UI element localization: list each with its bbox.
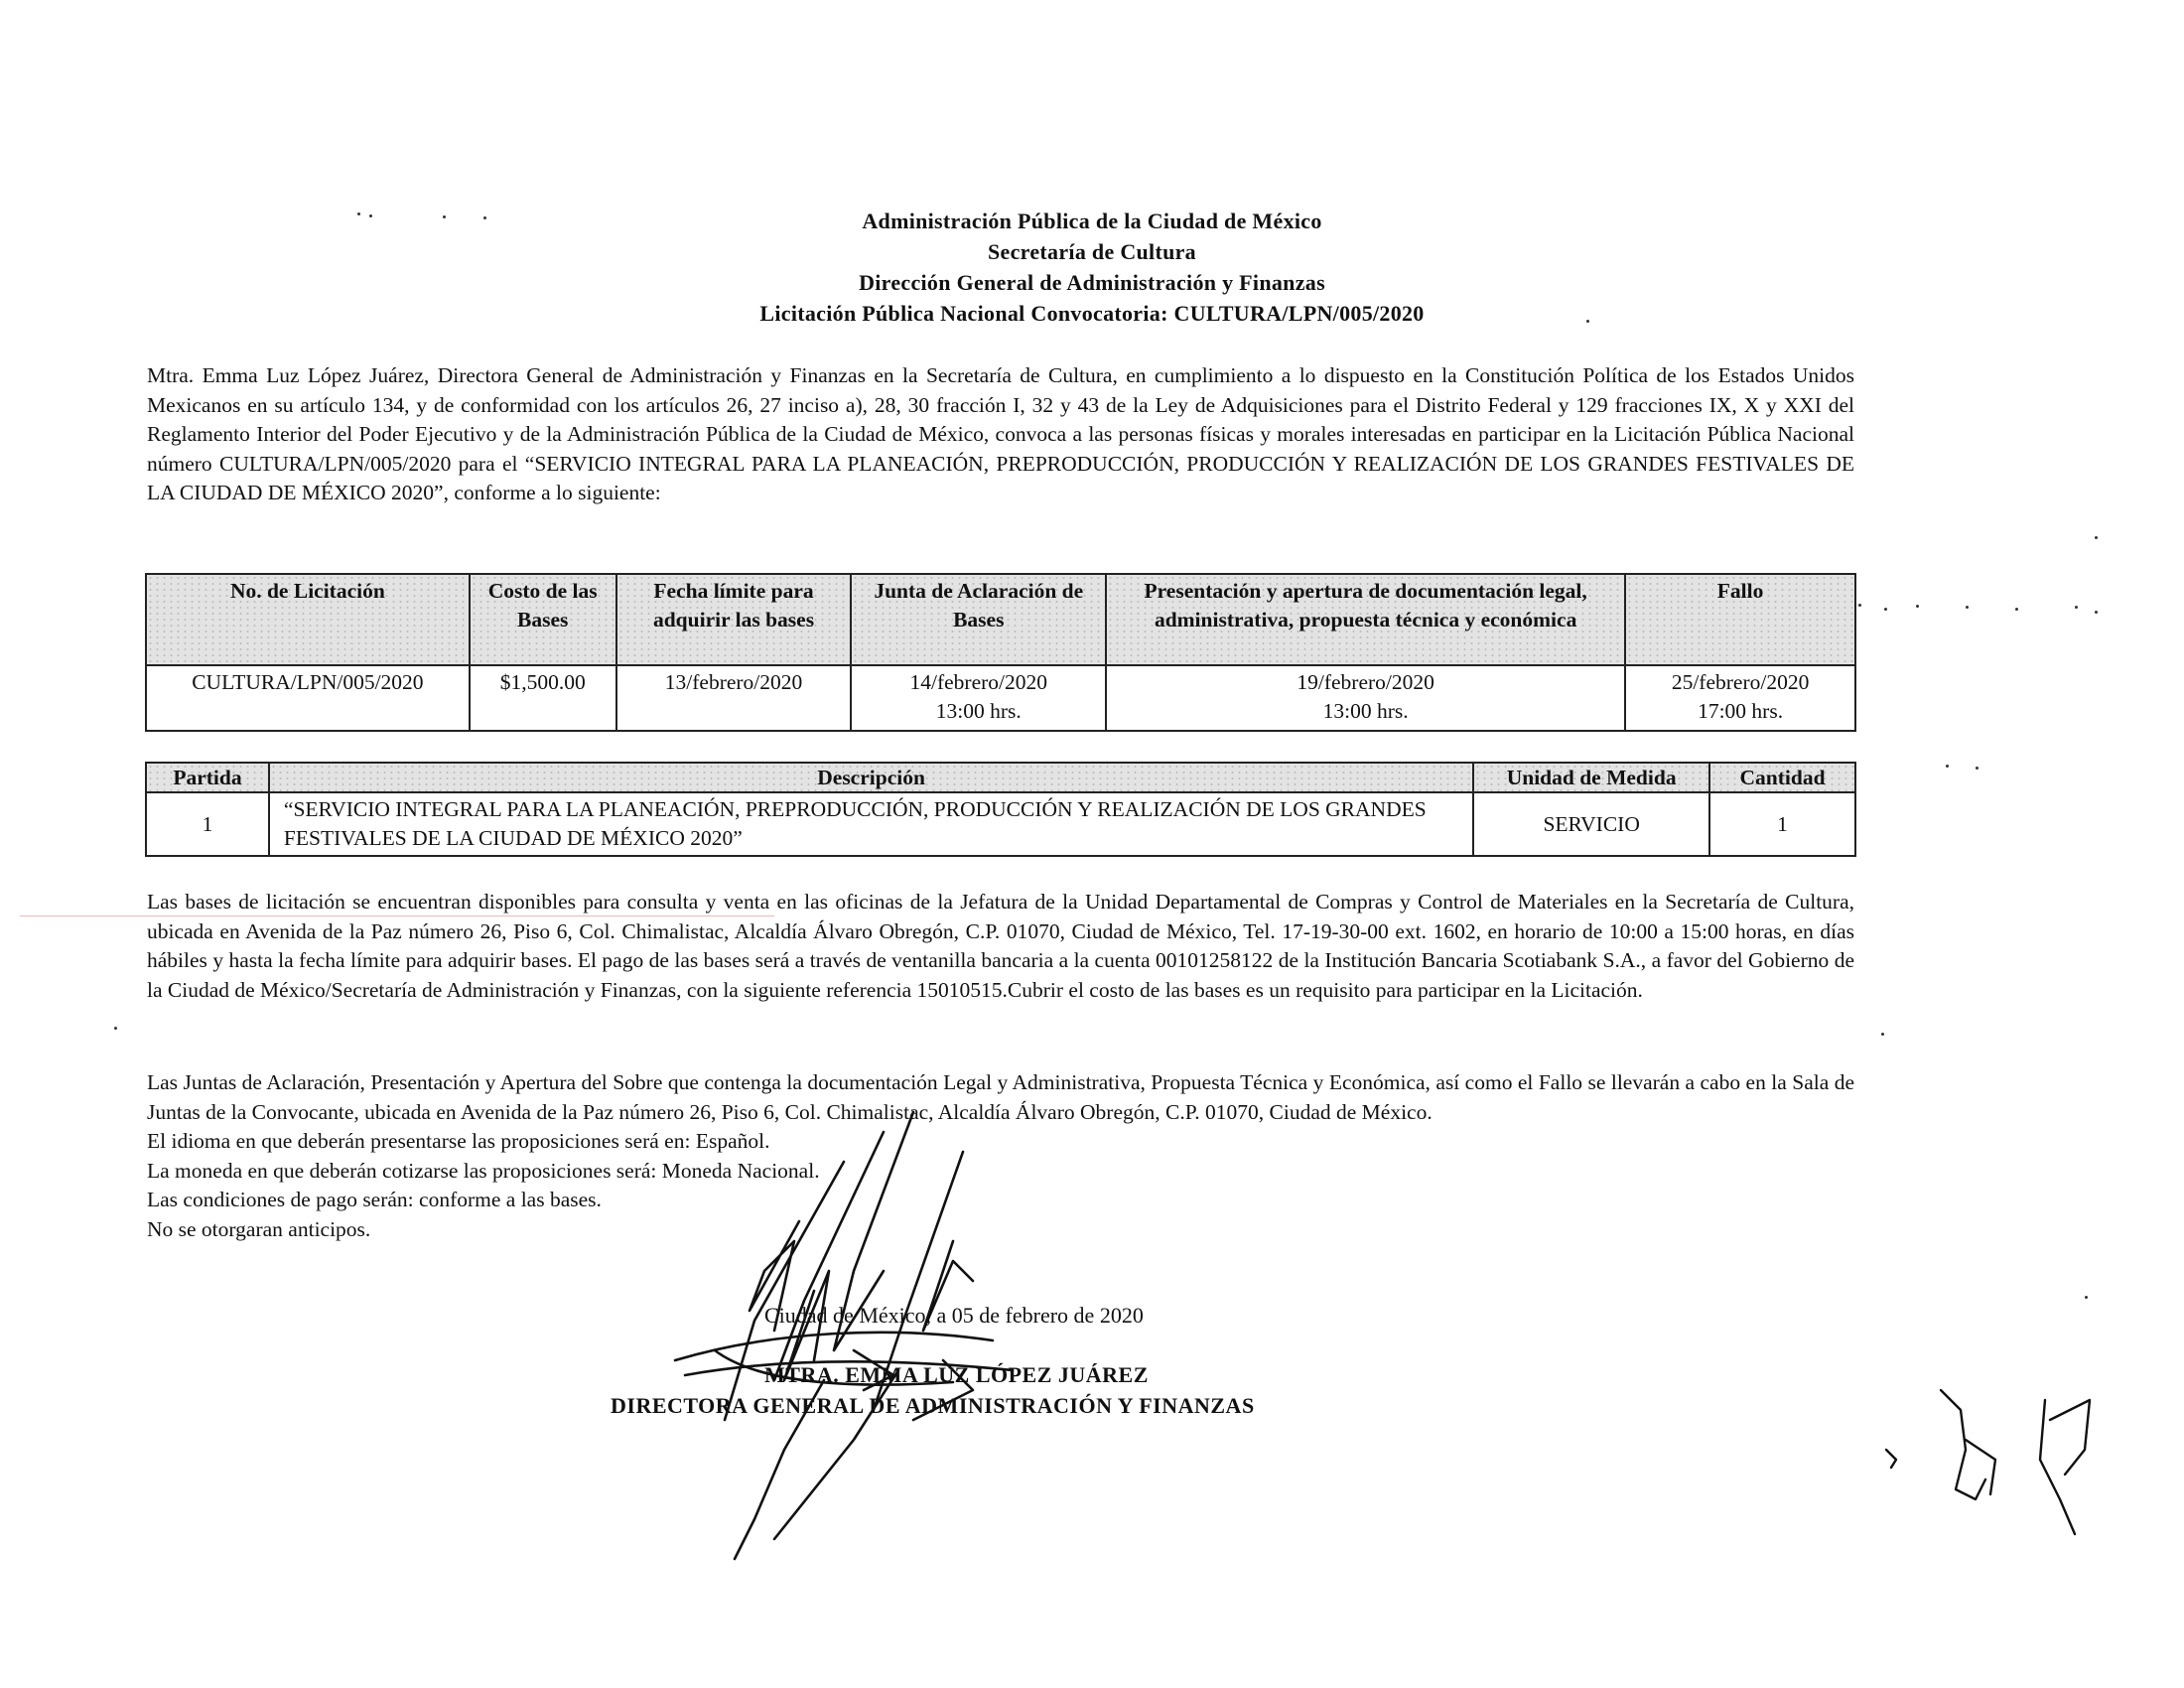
col-header-descripcion: Descripción bbox=[269, 763, 1473, 792]
scan-speck bbox=[1966, 606, 1969, 609]
handwritten-signature bbox=[655, 1122, 1211, 1559]
fallo-hora: 17:00 hrs. bbox=[1698, 699, 1784, 723]
col-header-licitacion: No. de Licitación bbox=[146, 574, 470, 665]
scan-speck bbox=[1946, 765, 1949, 768]
scan-speck bbox=[2085, 1296, 2088, 1299]
document-header bbox=[0, 206, 2184, 329]
cell-licitacion: CULTURA/LPN/005/2020 bbox=[146, 665, 470, 731]
col-header-junta: Junta de Aclaración de Bases bbox=[851, 574, 1106, 665]
presentacion-fecha: 19/febrero/2020 bbox=[1297, 670, 1434, 694]
col-header-unidad: Unidad de Medida bbox=[1473, 763, 1709, 792]
scan-speck bbox=[1881, 1033, 1884, 1036]
condition-pago: Las condiciones de pago serán: conforme a las bases. bbox=[147, 1188, 602, 1211]
cell-junta bbox=[851, 665, 1106, 731]
condition-moneda: La moneda en que deberán cotizarse las proposiciones será: Moneda Nacional. bbox=[147, 1158, 820, 1183]
header-line-4: Licitación Pública Nacional Convocatoria: CULTURA/LPN/005/2020 bbox=[759, 301, 1425, 326]
cell-cantidad: 1 bbox=[1709, 792, 1855, 856]
cell-presentacion bbox=[1106, 665, 1625, 731]
items-table bbox=[145, 762, 1856, 857]
table-header-row bbox=[146, 574, 1855, 665]
signatory-name: MTRA. EMMA LUZ LÓPEZ JUÁREZ bbox=[764, 1362, 1149, 1387]
table-row bbox=[146, 792, 1855, 856]
scan-speck bbox=[357, 212, 360, 215]
junta-fecha: 14/febrero/2020 bbox=[909, 670, 1048, 694]
condition-idioma: El idioma en que deberán presentarse las proposiciones será en: Español. bbox=[147, 1129, 770, 1153]
scan-speck bbox=[114, 1027, 117, 1030]
cell-costo: $1,500.00 bbox=[470, 665, 616, 731]
scan-speck bbox=[2015, 608, 2018, 611]
juntas-text: Las Juntas de Aclaración, Presentación y Apertura del Sobre que contenga la documentación Legal y Administrativa, Propuesta Técnica y Económica, así como el Fallo se llevarán a cabo en la Sala de Juntas de la Convocante, ubicada en Avenida de la Paz número 26, Piso 6, Col. Chimalistac, Alcaldía Álvaro Obregón, C.P. 01070, Ciudad de México. bbox=[147, 1070, 1854, 1124]
col-header-partida: Partida bbox=[146, 763, 269, 792]
cell-unidad: SERVICIO bbox=[1473, 792, 1709, 856]
header-line-2: Secretaría de Cultura bbox=[988, 239, 1196, 264]
scan-speck bbox=[2095, 536, 2098, 539]
intro-paragraph: Mtra. Emma Luz López Juárez, Directora General de Administración y Finanzas en la Secretaría de Cultura, en cumplimiento a lo dispuesto en la Constitución Política de los Estados Unidos Mexicanos en su artículo 134, y de conformidad con los artículos 26, 27 inciso a), 28, 30 fracción I, 32 y 43 de la Ley de Adquisiciones para el Distrito Federal y 129 fracciones IX, X y XXI del Reglamento Interior del Poder Ejecutivo y de la Administración Pública de la Ciudad de México, convoca a las personas físicas y morales interesadas en participar en la Licitación Pública Nacional número CULTURA/LPN/005/2020 para el “SERVICIO INTEGRAL PARA LA PLANEACIÓN, PREPRODUCCIÓN, PRODUCCIÓN Y REALIZACIÓN DE LOS GRANDES FESTIVALES DE LA CIUDAD DE MÉXICO 2020”, conforme a lo siguiente: bbox=[147, 363, 1854, 504]
junta-hora: 13:00 hrs. bbox=[935, 699, 1022, 723]
scan-speck bbox=[369, 214, 372, 217]
fallo-fecha: 25/febrero/2020 bbox=[1671, 670, 1810, 694]
presentacion-hora: 13:00 hrs. bbox=[1322, 699, 1409, 723]
cell-partida: 1 bbox=[146, 792, 269, 856]
scan-speck bbox=[443, 215, 446, 218]
header-line-3: Dirección General de Administración y Finanzas bbox=[859, 270, 1325, 295]
scan-speck bbox=[1884, 608, 1887, 611]
scan-speck bbox=[1916, 605, 1919, 608]
margin-initials bbox=[1846, 1380, 2124, 1539]
header-line-1: Administración Pública de la Ciudad de México bbox=[862, 209, 1322, 233]
scan-speck bbox=[1858, 604, 1861, 607]
scan-speck bbox=[2095, 611, 2098, 614]
scan-speck bbox=[2075, 606, 2078, 609]
table-header-row bbox=[146, 763, 1855, 792]
scan-speck bbox=[1586, 320, 1589, 323]
col-header-cantidad: Cantidad bbox=[1709, 763, 1855, 792]
cell-fecha-limite: 13/febrero/2020 bbox=[616, 665, 852, 731]
bases-paragraph: Las bases de licitación se encuentran disponibles para consulta y venta en las oficinas de la Jefatura de la Unidad Departamental de Compras y Control de Materiales en la Secretaría de Cultura, ubicada en Avenida de la Paz número 26, Piso 6, Col. Chimalistac, Alcaldía Álvaro Obregón, C.P. 01070, Ciudad de México, Tel. 17-19-30-00 ext. 1602, en horario de 10:00 a 15:00 horas, en días hábiles y hasta la fecha límite para adquirir bases. El pago de las bases será a través de ventanilla bancaria a la cuenta 00101258122 de la Institución Bancaria Scotiabank S.A., a favor del Gobierno de la Ciudad de México/Secretaría de Administración y Finanzas, con la siguiente referencia 15010515.Cubrir el costo de las bases es un requisito para participar en la Licitación. bbox=[147, 890, 1854, 1002]
col-header-fecha-limite: Fecha límite para adquirir las bases bbox=[616, 574, 852, 665]
tender-schedule-table bbox=[145, 573, 1856, 732]
col-header-costo: Costo de las Bases bbox=[470, 574, 616, 665]
signatory-title: DIRECTORA GENERAL DE ADMINISTRACIÓN Y FINANZAS bbox=[611, 1393, 1255, 1418]
signature-place-date: Ciudad de México, a 05 de febrero de 2020 bbox=[764, 1303, 1144, 1328]
condition-anticipos: No se otorgaran anticipos. bbox=[147, 1216, 371, 1241]
table-row bbox=[146, 665, 1855, 731]
scan-speck bbox=[483, 216, 486, 219]
col-header-presentacion: Presentación y apertura de documentación legal, administrativa, propuesta técnica y económica bbox=[1106, 574, 1625, 665]
cell-fallo bbox=[1625, 665, 1855, 731]
scan-speck bbox=[1976, 767, 1979, 770]
cell-descripcion: “SERVICIO INTEGRAL PARA LA PLANEACIÓN, PREPRODUCCIÓN, PRODUCCIÓN Y REALIZACIÓN DE LOS GRANDES FESTIVALES DE LA CIUDAD DE MÉXICO 2020” bbox=[269, 792, 1473, 856]
col-header-fallo: Fallo bbox=[1625, 574, 1855, 665]
